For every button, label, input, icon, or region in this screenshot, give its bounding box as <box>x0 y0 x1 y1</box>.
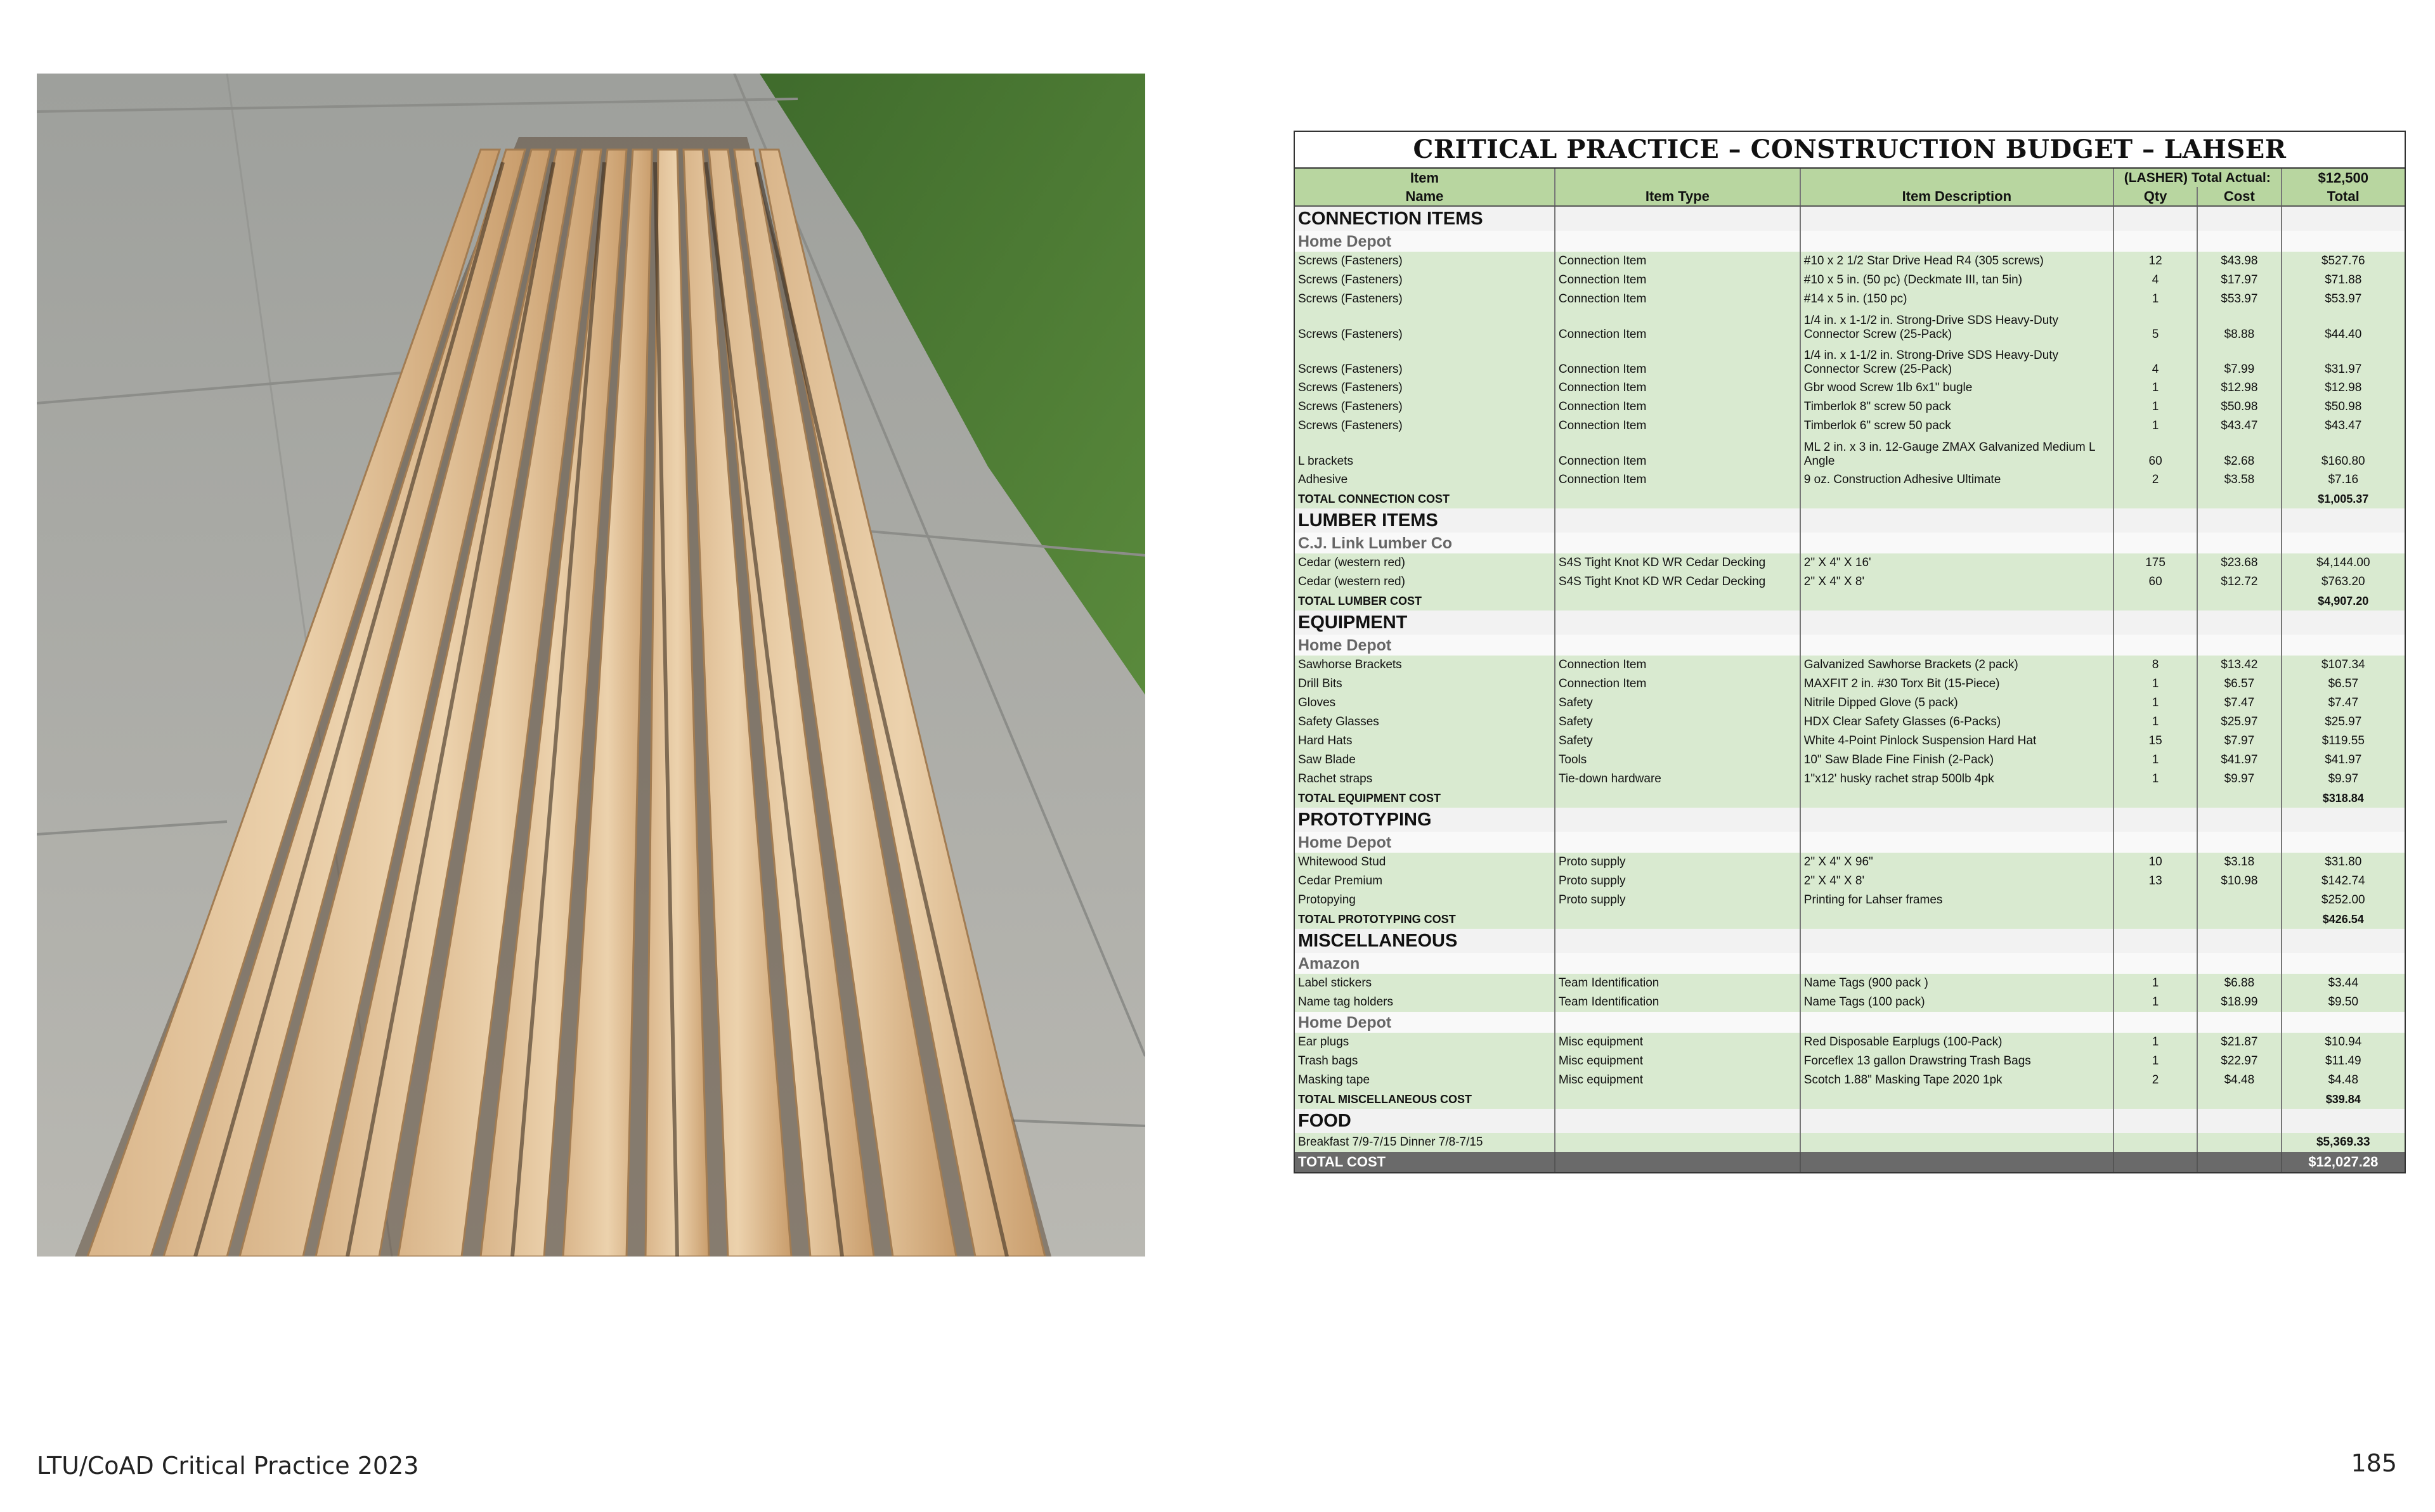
section-total-label: TOTAL LUMBER COST <box>1295 591 1555 611</box>
table-row <box>1295 1071 2405 1090</box>
item-cost: $3.18 <box>2197 853 2281 872</box>
item-qty: 1 <box>2114 290 2197 309</box>
item-total: $6.57 <box>2282 675 2405 694</box>
item-name: Rachet straps <box>1295 770 1555 789</box>
item-description: HDX Clear Safety Glasses (6-Packs) <box>1800 713 2114 732</box>
item-type: Misc equipment <box>1555 1071 1800 1090</box>
item-type: Connection Item <box>1555 252 1800 271</box>
item-type: Proto supply <box>1555 853 1800 872</box>
item-total: $31.80 <box>2282 853 2405 872</box>
item-name: Cedar (western red) <box>1295 553 1555 572</box>
item-name: Label stickers <box>1295 974 1555 993</box>
header-qty: Qty <box>2114 187 2197 206</box>
item-type: Tie-down hardware <box>1555 770 1800 789</box>
item-qty: 1 <box>2114 417 2197 436</box>
vendor-name: Home Depot <box>1295 1012 1555 1033</box>
item-qty: 1 <box>2114 974 2197 993</box>
grand-total-label: TOTAL COST <box>1295 1152 1555 1172</box>
item-qty: 1 <box>2114 1052 2197 1071</box>
item-name: Screws (Fasteners) <box>1295 309 1555 344</box>
section-header <box>1295 808 2405 832</box>
item-cost <box>2197 1133 2281 1152</box>
item-description: ML 2 in. x 3 in. 12-Gauge ZMAX Galvanized Medium L Angle <box>1800 436 2114 470</box>
section-total-value: $318.84 <box>2282 789 2405 808</box>
table-row <box>1295 344 2405 378</box>
item-name: Screws (Fasteners) <box>1295 344 1555 378</box>
vendor-row <box>1295 635 2405 656</box>
table-row <box>1295 290 2405 309</box>
item-total: $160.80 <box>2282 436 2405 470</box>
section-total-row <box>1295 1090 2405 1109</box>
item-cost: $43.98 <box>2197 252 2281 271</box>
item-total: $43.47 <box>2282 417 2405 436</box>
item-type: Connection Item <box>1555 675 1800 694</box>
item-type: Proto supply <box>1555 891 1800 910</box>
section-total-row <box>1295 591 2405 611</box>
item-name: Sawhorse Brackets <box>1295 656 1555 675</box>
item-name: Name tag holders <box>1295 993 1555 1012</box>
item-total: $50.98 <box>2282 397 2405 417</box>
item-type: Team Identification <box>1555 974 1800 993</box>
section-total-label: TOTAL PROTOTYPING COST <box>1295 910 1555 929</box>
item-description: Galvanized Sawhorse Brackets (2 pack) <box>1800 656 2114 675</box>
item-description: White 4-Point Pinlock Suspension Hard Hat <box>1800 732 2114 751</box>
item-cost: $25.97 <box>2197 713 2281 732</box>
item-qty: 10 <box>2114 853 2197 872</box>
item-cost: $18.99 <box>2197 993 2281 1012</box>
item-description: 1/4 in. x 1-1/2 in. Strong-Drive SDS Heavy-Duty Connector Screw (25-Pack) <box>1800 344 2114 378</box>
item-type: Connection Item <box>1555 290 1800 309</box>
item-total: $11.49 <box>2282 1052 2405 1071</box>
item-total: $5,369.33 <box>2282 1133 2405 1152</box>
item-name: Protopying <box>1295 891 1555 910</box>
item-type: Safety <box>1555 713 1800 732</box>
vendor-name: C.J. Link Lumber Co <box>1295 533 1555 553</box>
item-type: Misc equipment <box>1555 1033 1800 1052</box>
item-name: Gloves <box>1295 694 1555 713</box>
table-row <box>1295 470 2405 489</box>
item-description: Timberlok 6" screw 50 pack <box>1800 417 2114 436</box>
item-qty: 1 <box>2114 694 2197 713</box>
table-row <box>1295 309 2405 344</box>
item-type: Connection Item <box>1555 417 1800 436</box>
item-name: Cedar (western red) <box>1295 572 1555 591</box>
item-description: #10 x 2 1/2 Star Drive Head R4 (305 screws) <box>1800 252 2114 271</box>
table-row <box>1295 553 2405 572</box>
section-total-row <box>1295 910 2405 929</box>
page-number: 185 <box>2351 1449 2397 1477</box>
section-total-value: $426.54 <box>2282 910 2405 929</box>
item-qty: 5 <box>2114 309 2197 344</box>
header-item-name-line1: Item <box>1295 169 1555 187</box>
item-total: $44.40 <box>2282 309 2405 344</box>
budget-body <box>1295 169 2405 1172</box>
item-cost: $6.57 <box>2197 675 2281 694</box>
vendor-name: Home Depot <box>1295 231 1555 252</box>
item-description: MAXFIT 2 in. #30 Torx Bit (15-Piece) <box>1800 675 2114 694</box>
item-total: $7.16 <box>2282 470 2405 489</box>
section-header <box>1295 206 2405 231</box>
item-type: Tools <box>1555 751 1800 770</box>
item-description: 2" X 4" X 96" <box>1800 853 2114 872</box>
section-total-label: TOTAL CONNECTION COST <box>1295 489 1555 508</box>
item-cost: $8.88 <box>2197 309 2281 344</box>
table-row <box>1295 891 2405 910</box>
item-qty: 175 <box>2114 553 2197 572</box>
item-cost: $6.88 <box>2197 974 2281 993</box>
item-name: Masking tape <box>1295 1071 1555 1090</box>
header-item-description: Item Description <box>1800 187 2114 206</box>
table-row <box>1295 675 2405 694</box>
item-qty: 60 <box>2114 572 2197 591</box>
item-description: Name Tags (900 pack ) <box>1800 974 2114 993</box>
table-row <box>1295 436 2405 470</box>
item-qty: 1 <box>2114 713 2197 732</box>
item-name: Cedar Premium <box>1295 872 1555 891</box>
budget-grid <box>1295 169 2405 1172</box>
item-type <box>1555 1133 1800 1152</box>
table-row <box>1295 572 2405 591</box>
item-type: Connection Item <box>1555 271 1800 290</box>
grand-total-value: $12,027.28 <box>2282 1152 2405 1172</box>
item-total: $31.97 <box>2282 344 2405 378</box>
item-description: 2" X 4" X 8' <box>1800 872 2114 891</box>
table-row <box>1295 656 2405 675</box>
item-type: Connection Item <box>1555 397 1800 417</box>
section-header <box>1295 508 2405 533</box>
table-row <box>1295 732 2405 751</box>
item-type: Connection Item <box>1555 378 1800 397</box>
table-row <box>1295 252 2405 271</box>
table-row <box>1295 378 2405 397</box>
item-description: 1/4 in. x 1-1/2 in. Strong-Drive SDS Heavy-Duty Connector Screw (25-Pack) <box>1800 309 2114 344</box>
item-qty: 1 <box>2114 770 2197 789</box>
item-cost <box>2197 891 2281 910</box>
item-cost: $43.47 <box>2197 417 2281 436</box>
section-header <box>1295 1109 2405 1133</box>
item-total: $4.48 <box>2282 1071 2405 1090</box>
item-name: Screws (Fasteners) <box>1295 252 1555 271</box>
item-qty: 2 <box>2114 470 2197 489</box>
table-row <box>1295 1133 2405 1152</box>
item-cost: $7.99 <box>2197 344 2281 378</box>
footer-course-label: LTU/CoAD Critical Practice 2023 <box>37 1452 419 1480</box>
item-type: Team Identification <box>1555 993 1800 1012</box>
item-description: #14 x 5 in. (150 pc) <box>1800 290 2114 309</box>
item-qty: 12 <box>2114 252 2197 271</box>
item-cost: $50.98 <box>2197 397 2281 417</box>
item-cost: $12.98 <box>2197 378 2281 397</box>
section-total-value: $39.84 <box>2282 1090 2405 1109</box>
table-row <box>1295 853 2405 872</box>
item-cost: $21.87 <box>2197 1033 2281 1052</box>
item-qty: 1 <box>2114 397 2197 417</box>
section-name: EQUIPMENT <box>1295 611 1555 635</box>
section-name: LUMBER ITEMS <box>1295 508 1555 533</box>
section-name: CONNECTION ITEMS <box>1295 206 1555 231</box>
item-type: Safety <box>1555 694 1800 713</box>
section-total-value: $1,005.37 <box>2282 489 2405 508</box>
item-name: L brackets <box>1295 436 1555 470</box>
header-total: Total <box>2282 187 2405 206</box>
table-row <box>1295 751 2405 770</box>
item-qty: 60 <box>2114 436 2197 470</box>
item-qty <box>2114 1133 2197 1152</box>
budget-title: CRITICAL PRACTICE – CONSTRUCTION BUDGET – LAHSER <box>1295 132 2405 169</box>
item-description <box>1800 1133 2114 1152</box>
table-row <box>1295 770 2405 789</box>
item-name: Drill Bits <box>1295 675 1555 694</box>
item-name: Screws (Fasteners) <box>1295 378 1555 397</box>
item-qty: 13 <box>2114 872 2197 891</box>
item-description: Gbr wood Screw 1lb 6x1" bugle <box>1800 378 2114 397</box>
bench-photo-drawing <box>37 74 1145 1257</box>
item-total: $10.94 <box>2282 1033 2405 1052</box>
item-total: $71.88 <box>2282 271 2405 290</box>
vendor-row <box>1295 533 2405 553</box>
section-total-label: TOTAL MISCELLANEOUS COST <box>1295 1090 1555 1109</box>
item-type: Connection Item <box>1555 436 1800 470</box>
construction-budget-table <box>1294 131 2406 1173</box>
item-cost: $12.72 <box>2197 572 2281 591</box>
vendor-row <box>1295 953 2405 974</box>
item-cost: $17.97 <box>2197 271 2281 290</box>
table-row <box>1295 872 2405 891</box>
item-total: $9.50 <box>2282 993 2405 1012</box>
item-total: $4,144.00 <box>2282 553 2405 572</box>
item-description: Forceflex 13 gallon Drawstring Trash Bags <box>1800 1052 2114 1071</box>
item-type: Connection Item <box>1555 309 1800 344</box>
item-total: $252.00 <box>2282 891 2405 910</box>
item-cost: $13.42 <box>2197 656 2281 675</box>
item-name: Screws (Fasteners) <box>1295 290 1555 309</box>
item-qty: 1 <box>2114 1033 2197 1052</box>
table-row <box>1295 271 2405 290</box>
item-qty: 1 <box>2114 378 2197 397</box>
section-header <box>1295 929 2405 953</box>
item-total: $107.34 <box>2282 656 2405 675</box>
item-qty: 8 <box>2114 656 2197 675</box>
vendor-row <box>1295 1012 2405 1033</box>
item-cost: $9.97 <box>2197 770 2281 789</box>
item-total: $3.44 <box>2282 974 2405 993</box>
item-name: Screws (Fasteners) <box>1295 271 1555 290</box>
section-name: FOOD <box>1295 1109 1555 1133</box>
table-row <box>1295 713 2405 732</box>
item-total: $7.47 <box>2282 694 2405 713</box>
vendor-name: Amazon <box>1295 953 1555 974</box>
item-description: Name Tags (100 pack) <box>1800 993 2114 1012</box>
item-cost: $3.58 <box>2197 470 2281 489</box>
item-qty: 1 <box>2114 993 2197 1012</box>
item-total: $12.98 <box>2282 378 2405 397</box>
item-qty: 4 <box>2114 271 2197 290</box>
item-cost: $4.48 <box>2197 1071 2281 1090</box>
header-total-actual-label: (LASHER) Total Actual: <box>2114 169 2282 187</box>
item-qty: 1 <box>2114 675 2197 694</box>
bench-photo <box>37 74 1145 1257</box>
item-description: Nitrile Dipped Glove (5 pack) <box>1800 694 2114 713</box>
item-cost: $7.47 <box>2197 694 2281 713</box>
item-type: S4S Tight Knot KD WR Cedar Decking <box>1555 553 1800 572</box>
item-cost: $53.97 <box>2197 290 2281 309</box>
item-total: $25.97 <box>2282 713 2405 732</box>
section-name: MISCELLANEOUS <box>1295 929 1555 953</box>
item-name: Saw Blade <box>1295 751 1555 770</box>
header-row-2 <box>1295 187 2405 206</box>
item-cost: $7.97 <box>2197 732 2281 751</box>
item-name: Safety Glasses <box>1295 713 1555 732</box>
item-total: $527.76 <box>2282 252 2405 271</box>
section-total-row <box>1295 489 2405 508</box>
section-header <box>1295 611 2405 635</box>
item-total: $9.97 <box>2282 770 2405 789</box>
item-name: Adhesive <box>1295 470 1555 489</box>
item-type: Safety <box>1555 732 1800 751</box>
item-description: #10 x 5 in. (50 pc) (Deckmate III, tan 5in) <box>1800 271 2114 290</box>
table-row <box>1295 1052 2405 1071</box>
item-cost: $2.68 <box>2197 436 2281 470</box>
section-name: PROTOTYPING <box>1295 808 1555 832</box>
item-cost: $10.98 <box>2197 872 2281 891</box>
item-type: S4S Tight Knot KD WR Cedar Decking <box>1555 572 1800 591</box>
header-item-name-line2: Name <box>1295 187 1555 206</box>
item-name: Hard Hats <box>1295 732 1555 751</box>
item-qty <box>2114 891 2197 910</box>
table-row <box>1295 694 2405 713</box>
section-total-value: $4,907.20 <box>2282 591 2405 611</box>
item-name: Breakfast 7/9-7/15 Dinner 7/8-7/15 <box>1295 1133 1555 1152</box>
vendor-name: Home Depot <box>1295 635 1555 656</box>
item-qty: 2 <box>2114 1071 2197 1090</box>
section-total-row <box>1295 789 2405 808</box>
vendor-name: Home Depot <box>1295 832 1555 853</box>
item-description: Scotch 1.88" Masking Tape 2020 1pk <box>1800 1071 2114 1090</box>
item-type: Connection Item <box>1555 656 1800 675</box>
item-type: Connection Item <box>1555 344 1800 378</box>
item-qty: 1 <box>2114 751 2197 770</box>
header-row-1 <box>1295 169 2405 187</box>
vendor-row <box>1295 832 2405 853</box>
item-name: Screws (Fasteners) <box>1295 397 1555 417</box>
item-cost: $41.97 <box>2197 751 2281 770</box>
table-row <box>1295 1033 2405 1052</box>
item-name: Whitewood Stud <box>1295 853 1555 872</box>
item-cost: $23.68 <box>2197 553 2281 572</box>
item-name: Screws (Fasteners) <box>1295 417 1555 436</box>
item-description: 1"x12' husky rachet strap 500lb 4pk <box>1800 770 2114 789</box>
item-total: $119.55 <box>2282 732 2405 751</box>
item-qty: 15 <box>2114 732 2197 751</box>
item-name: Trash bags <box>1295 1052 1555 1071</box>
item-description: Red Disposable Earplugs (100-Pack) <box>1800 1033 2114 1052</box>
item-description: Printing for Lahser frames <box>1800 891 2114 910</box>
item-qty: 4 <box>2114 344 2197 378</box>
table-row <box>1295 397 2405 417</box>
item-total: $41.97 <box>2282 751 2405 770</box>
item-total: $53.97 <box>2282 290 2405 309</box>
table-row <box>1295 974 2405 993</box>
item-name: Ear plugs <box>1295 1033 1555 1052</box>
item-type: Proto supply <box>1555 872 1800 891</box>
item-description: 2" X 4" X 8' <box>1800 572 2114 591</box>
table-row <box>1295 993 2405 1012</box>
item-cost: $22.97 <box>2197 1052 2281 1071</box>
item-type: Connection Item <box>1555 470 1800 489</box>
item-description: 10" Saw Blade Fine Finish (2-Pack) <box>1800 751 2114 770</box>
header-cost: Cost <box>2197 187 2281 206</box>
grand-total-row <box>1295 1152 2405 1172</box>
item-total: $763.20 <box>2282 572 2405 591</box>
item-type: Misc equipment <box>1555 1052 1800 1071</box>
header-total-actual-value: $12,500 <box>2282 169 2405 187</box>
vendor-row <box>1295 231 2405 252</box>
item-total: $142.74 <box>2282 872 2405 891</box>
item-description: 9 oz. Construction Adhesive Ultimate <box>1800 470 2114 489</box>
header-item-type: Item Type <box>1555 187 1800 206</box>
table-row <box>1295 417 2405 436</box>
item-description: Timberlok 8" screw 50 pack <box>1800 397 2114 417</box>
section-total-label: TOTAL EQUIPMENT COST <box>1295 789 1555 808</box>
item-description: 2" X 4" X 16' <box>1800 553 2114 572</box>
